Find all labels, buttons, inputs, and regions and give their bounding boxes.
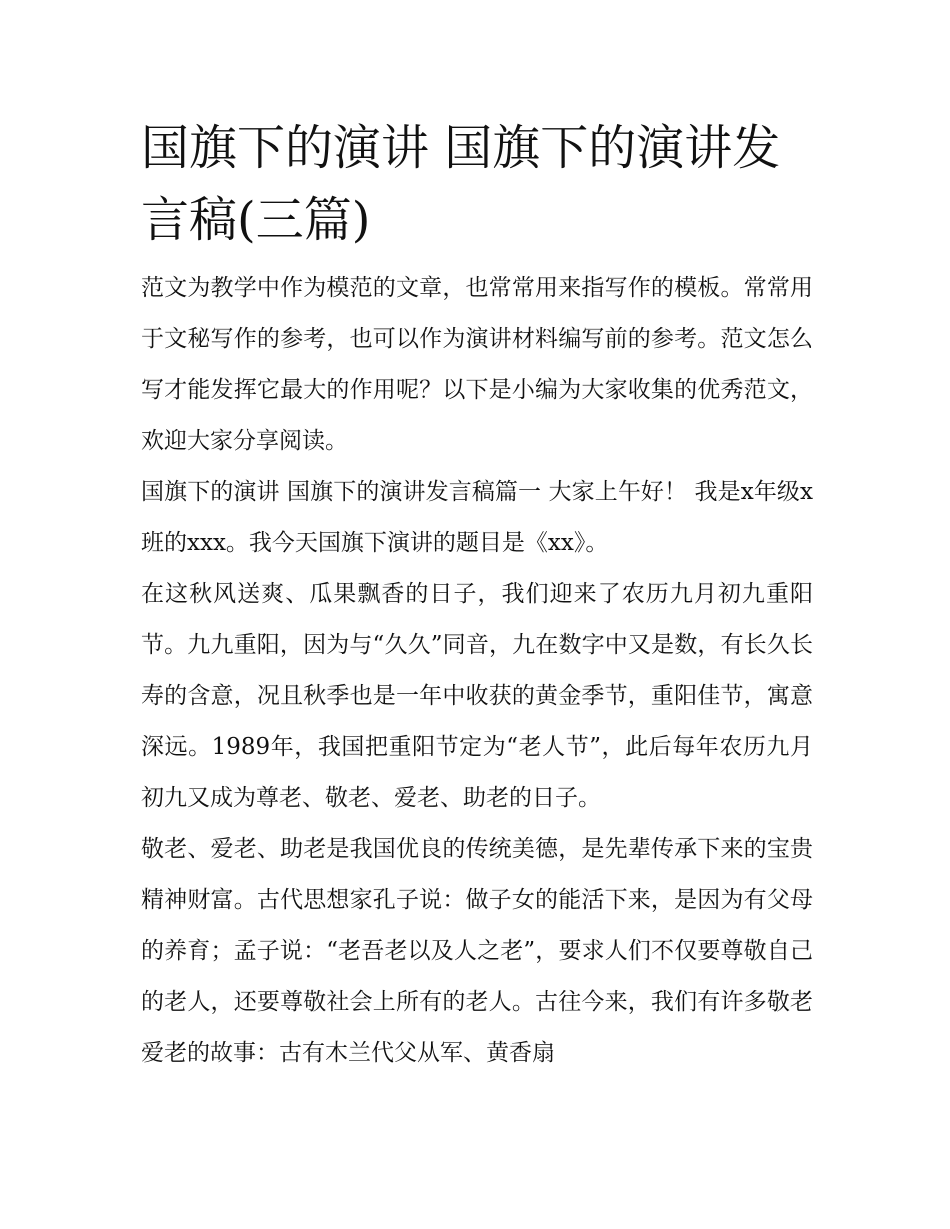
paragraph-intro: 范文为教学中作为模范的文章，也常常用来指写作的模板。常常用于文秘写作的参考，也可以作为演讲材料编写前的参考。范文怎么写才能发挥它最大的作用呢？以下是小编为大家收集的优秀范文，欢迎大家分享阅读。: [141, 275, 813, 454]
paragraph-respect-elders: 敬老、爱老、助老是我国优良的传统美德，是先辈传承下来的宝贵精神财富。古代思想家孔子说：做子女的能活下来，是因为有父母的养育；孟子说：“老吾老以及人之老”，要求人们不仅要尊敬自己的老人，还要尊敬社会上所有的老人。古往今来，我们有许多敬老爱老的故事：古有木兰代父从军、黄香扇: [141, 836, 813, 1066]
document-title: 国旗下的演讲 国旗下的演讲发言稿(三篇): [141, 120, 781, 248]
document-page: [141, 112, 813, 1079]
paragraph-double-ninth: 在这秋风送爽、瓜果飘香的日子，我们迎来了农历九月初九重阳节。九九重阳，因为与“久久”同音，九在数字中又是数，有长久长寿的含意，况且秋季也是一年中收获的黄金季节，重阳佳节，寓意深远。1989年，我国把重阳节定为“老人节”，此后每年农历九月初九又成为尊老、敬老、爱老、助老的日子。: [141, 581, 813, 811]
title-block: [141, 112, 813, 256]
paragraph-speech-opening: 国旗下的演讲 国旗下的演讲发言稿篇一 大家上午好！ 我是x年级x班的xxx。我今天国旗下演讲的题目是《xx》。: [141, 479, 813, 556]
